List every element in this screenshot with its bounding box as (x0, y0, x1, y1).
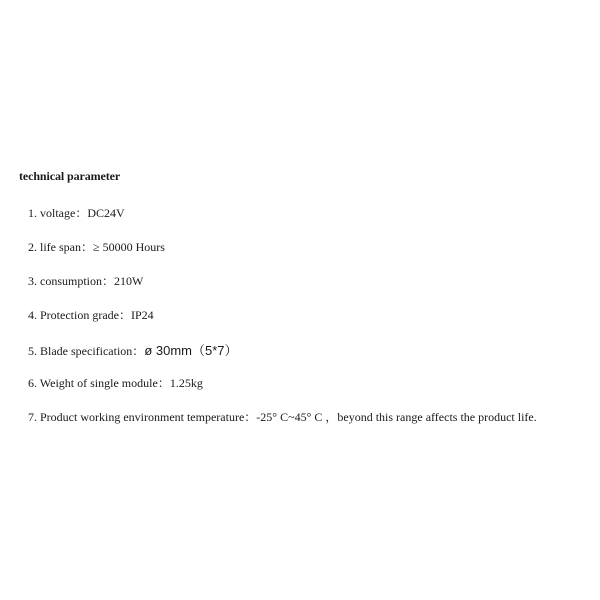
param-label: 4. Protection grade： (28, 308, 131, 322)
param-label: 1. voltage： (28, 206, 88, 220)
param-label: 6. Weight of single module： (28, 376, 170, 390)
param-value: -25° C~45° C ，beyond this range affects the product life. (256, 410, 537, 424)
param-label: 7. Product working environment temperature： (28, 410, 257, 424)
param-module-weight (28, 374, 203, 391)
param-consumption (28, 272, 143, 289)
param-voltage (28, 204, 125, 221)
section-heading: technical parameter (19, 169, 121, 183)
param-blade-specification (28, 340, 238, 359)
param-value: DC24V (87, 206, 125, 220)
param-value: 210W (114, 274, 144, 288)
param-value: 1.25kg (169, 376, 203, 390)
param-label: 2. life span： (28, 240, 93, 254)
param-protection-grade (28, 306, 154, 323)
param-working-temperature (28, 408, 537, 425)
param-value: ø 30mm（5*7） (144, 343, 238, 358)
param-label: 5. Blade specification： (28, 344, 145, 358)
param-value: IP24 (130, 308, 154, 322)
param-life-span (28, 238, 165, 255)
param-value: ≥ 50000 Hours (93, 240, 165, 254)
param-label: 3. consumption： (28, 274, 114, 288)
